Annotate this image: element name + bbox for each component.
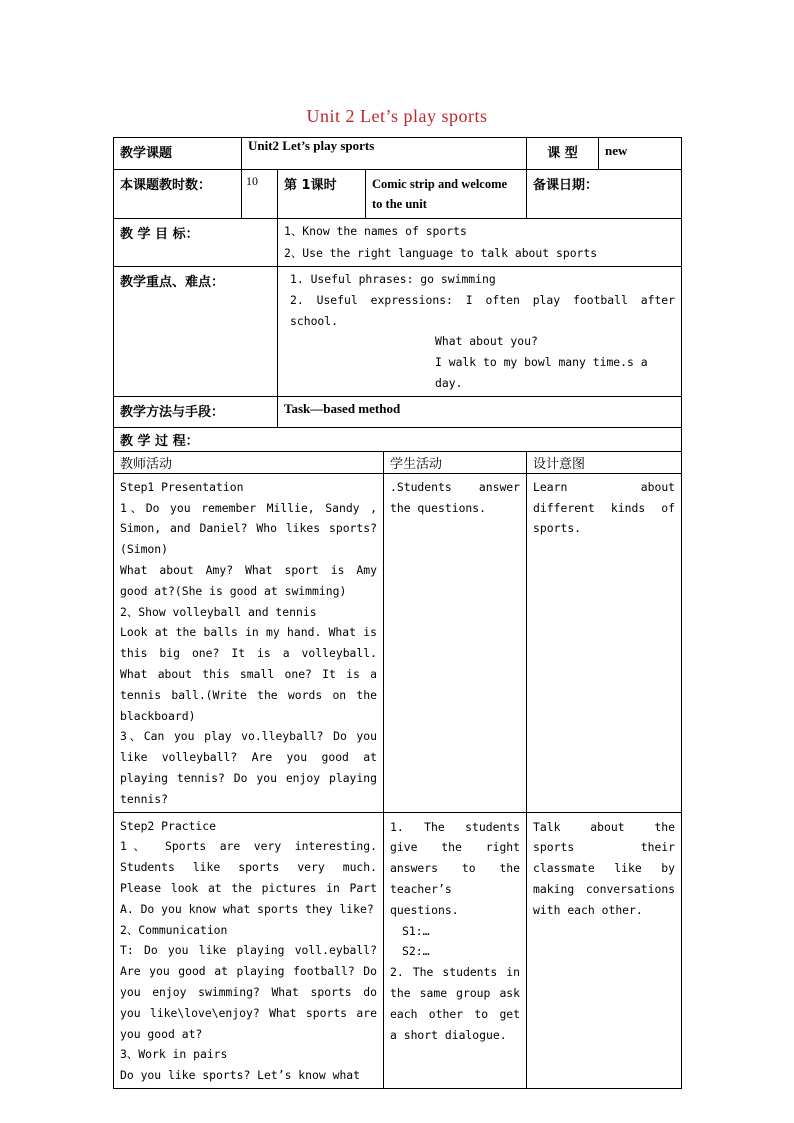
row-goals [114, 219, 682, 267]
key-point-example-2: I walk to my bowl many time.s a day. [435, 355, 648, 390]
step2-teacher-line: Do you like sports? Let’s know what [120, 1068, 361, 1083]
row-hours [114, 170, 682, 219]
date-label: 备课日期： [527, 170, 682, 219]
step1-teacher-line: 2、Show volleyball and tennis [120, 604, 317, 619]
step1-teacher-line: What about Amy? What sport is Amy good at?(She is good at swimming) [120, 562, 377, 598]
step2-heading: Step2 Practice [120, 818, 217, 833]
key-point-expressions-text: 2. Useful expressions: I often play football after school. [290, 292, 676, 328]
step1-purpose: Learn about different kinds of sports. [527, 473, 682, 812]
method-label: 教学方法与手段： [114, 396, 278, 427]
step2-teacher [114, 812, 384, 1088]
step2-teacher-line: 3、Work in pairs [120, 1047, 228, 1062]
goals-list [278, 219, 682, 267]
key-point-phrases: 1. Useful phrases: go swimming [290, 272, 496, 286]
step2-student-line: 1. The students give the right answers to the teacher’s questions. [390, 819, 521, 917]
key-point-expressions [290, 290, 675, 332]
step1-student: .Students answer the questions. [384, 473, 527, 812]
step1-teacher [114, 473, 384, 812]
step2-teacher-line: 2、Communication [120, 922, 228, 937]
goal-item: 1、Know the names of sports [284, 224, 467, 238]
header-teacher-activity: 教师活动 [114, 451, 384, 473]
goal-item: 2、Use the right language to talk about sports [284, 246, 598, 260]
row-topic [114, 138, 682, 170]
step2-teacher-line: T: Do you like playing voll.eyball? Are you good at playing football? Do you enjoy swimming? What sports do you like\love\enjoy? What sports are you good at? [120, 943, 377, 1041]
process-label: 教 学 过 程： [114, 427, 682, 451]
hours-value: 10 [242, 170, 278, 219]
type-value: new [599, 138, 682, 170]
row-step2 [114, 812, 682, 1088]
topic-value: Unit2 Let’s play sports [242, 138, 527, 170]
key-points-content [278, 267, 682, 397]
step2-student-line: S2:… [402, 944, 430, 959]
step2-student-line: 2. The students in the same group ask each other to get a short dialogue. [390, 965, 521, 1042]
step1-teacher-line: 1、Do you remember Millie, Sandy , Simon, and Daniel? Who likes sports?(Simon) [120, 500, 377, 557]
header-design-purpose: 设计意图 [527, 451, 682, 473]
key-point-example-1: What about you? [435, 334, 538, 349]
period-value: 第 1课时 [278, 170, 366, 219]
row-step1 [114, 473, 682, 812]
step1-teacher-line: 3、Can you play vo.lleyball? Do you like volleyball? Are you good at playing tennis? Do you enjoy playing tennis? [120, 729, 377, 806]
row-key-points [114, 267, 682, 397]
method-value: Task—based method [278, 396, 682, 427]
step2-student-line: S1:… [402, 923, 430, 938]
row-column-headers [114, 451, 682, 473]
document-title: Unit 2 Let’s play sports [306, 106, 488, 126]
step1-heading: Step1 Presentation [120, 479, 244, 494]
lesson-plan-table [113, 137, 681, 1089]
step1-teacher-line: Look at the balls in my hand. What is this big one? It is a volleyball. What about this small one? It is a tennis ball.(Write the words on the blackboard) [120, 625, 377, 723]
header-student-activity: 学生活动 [384, 451, 527, 473]
row-method [114, 396, 682, 427]
step2-purpose: Talk about the sports their classmate like by making conversations with each other. [527, 812, 682, 1088]
row-process-label [114, 427, 682, 451]
hours-label: 本课题教时数： [114, 170, 242, 219]
key-points-label: 教学重点、难点： [114, 267, 278, 397]
step2-student [384, 812, 527, 1088]
step2-teacher-line: 1、 Sports are very interesting. Students like sports very much. Please look at the pictures in Part A. Do you know what sports they like? [120, 839, 377, 916]
goals-label: 教 学 目 标： [114, 219, 278, 267]
lesson-value: Comic strip and welcome to the unit [366, 170, 527, 219]
topic-label: 教学课题 [114, 138, 242, 170]
type-label: 课 型 [527, 138, 599, 170]
